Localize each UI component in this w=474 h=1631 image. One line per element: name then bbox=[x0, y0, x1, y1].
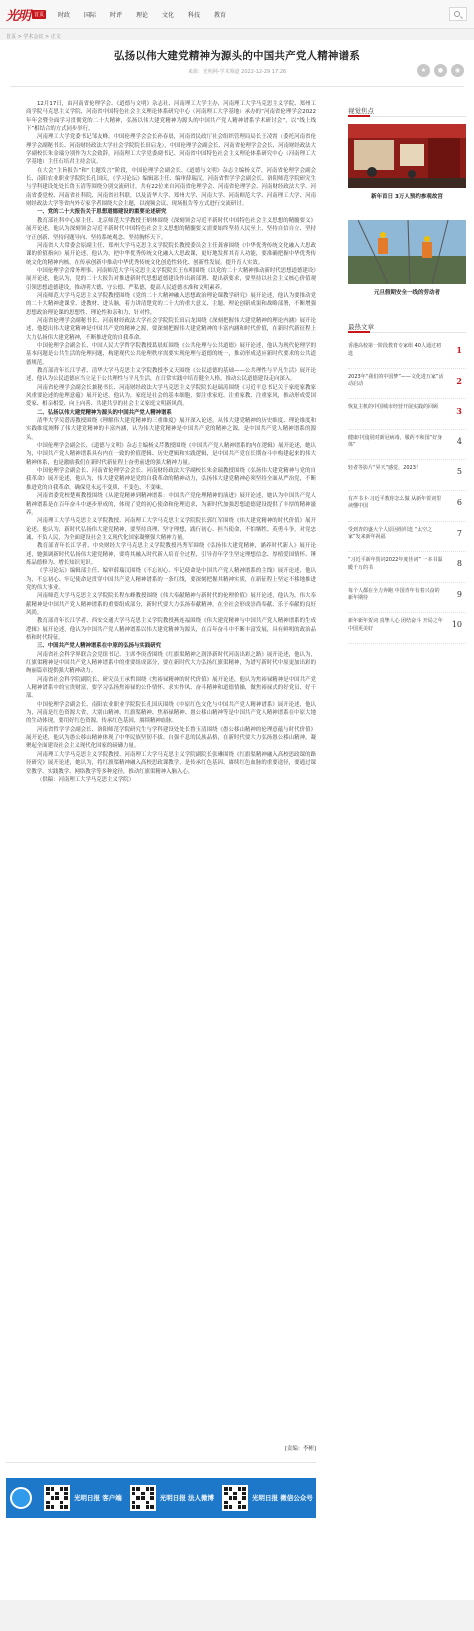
footer-divider bbox=[6, 1462, 316, 1463]
qr-code-icon bbox=[130, 1485, 156, 1511]
hot-list-item[interactable] bbox=[348, 430, 466, 461]
editor-credit: [责编：李彬] bbox=[284, 1446, 316, 1452]
banner-app-label: 光明日报 微信公众号 bbox=[252, 1493, 313, 1502]
hot-list-item[interactable] bbox=[348, 369, 466, 400]
logo-text: 光明 bbox=[6, 8, 31, 24]
hot-list-item[interactable] bbox=[348, 399, 466, 430]
article-paragraph: （供稿：河南理工大学马克思主义学院） bbox=[37, 776, 135, 783]
article-paragraph: 河南省人大常委会原副主任、郑州大学马克思主义学院院长教授委员会主任龚睿围绕《中华优秀传统文化融入大思政课的价值指向》展开论述，他认为，把中华优秀传统文化融入大思政课，更好地发挥其育人功能，要准确把握中华优秀传统文化的精神内核，在传承创新中推动中华优秀传统文化创造性转化、创新性发展，提升育人实效。 bbox=[26, 242, 316, 266]
hot-item-rank: 2 bbox=[456, 375, 462, 386]
share-weibo-icon[interactable]: ◉ bbox=[451, 64, 464, 77]
share-favorite-icon[interactable]: ★ bbox=[417, 64, 430, 77]
nav-item[interactable]: 时政 bbox=[58, 12, 71, 19]
article-paragraph: 河南理工大学党委书记邹友峰，中国伦理学会会长孙春晨，河南省民政厅社会组织管理局局长王凌霄（委托河南省伦理学会副秘书长、河南财经政法大学社会学院院长田启龙），中国伦理学会副会长、河南省伦理学会会长、河南财经政法大学副校长朱金瑞分别作为大会致辞。河南理工大学党委副书记、河南省中国特色社会主义理论体系研究中心（河南理工大学基地）主任石培君主持会议。 bbox=[26, 134, 316, 166]
qr-code-icon bbox=[222, 1485, 248, 1511]
hot-item-title[interactable]: 有声书卡·习近平教你怎么做 从新年贺词里读懂中国 bbox=[348, 495, 442, 510]
article-paragraph: 河南省委党校楚爽教授围绕《从建党精神到精神谱系：中国共产党伦理精神的演进》展开论述，她认为中国共产党人精神谱系是在百年奋斗中逐步形成的，体现了党的初心使命和伦理追求，为新时代加强思想道德建设提供了丰厚的精神滋养。 bbox=[26, 493, 316, 516]
nav-item[interactable]: 国际 bbox=[84, 12, 97, 19]
article-paragraph: 在大会“主旨报告”和“主题发言”阶段，中国伦理学会副会长、《道德与文明》杂志主编杨义芹，河南省伦理学会副会长、南阳农业职业学院院长孔国庆，《学习论坛》编辑部主任、编审薛瑞汉，河南省哲学学会副会长、洛阳师范学院研究生与学科建设处处长鲁玉清等围绕分别交流研讨。共有22位来自河南省伦理学会、河南省伦理学会、河南财经政法大学、河南省委党校、河南省社科院、河南省社科联，以及清华大学、郑州大学、河南大学、河南师范大学、河南理工大学、河南财经政法大学等省内外专家学者围绕大会主题，以视频会议、现场报告等方式进行交流研讨。 bbox=[26, 167, 316, 208]
article-body bbox=[26, 100, 316, 784]
article-paragraph: 河南师范大学马克思主义学院院长程东峰教授围绕《伟大奉献精神与新时代的伦理价值》展开论述，他认为，伟大奉献精神是中国共产党人精神谱系的重要组成部分，新时代要大力弘扬奉献精神，在全社会形成崇尚奉献、乐于奉献的良好风尚。 bbox=[26, 593, 316, 616]
main-nav bbox=[58, 10, 240, 19]
nav-item[interactable]: 科技 bbox=[188, 12, 201, 19]
top-bar bbox=[0, 0, 474, 29]
hot-item-rank: 9 bbox=[456, 589, 462, 599]
banner-app-item[interactable] bbox=[130, 1485, 214, 1511]
article-paragraph: 河南省哲学学会副会长、洛阳师范学院研究生与学科建设处处长鲁玉清围绕《愚公移山精神的伦理意蕴与时代价值》展开论述，他认为愚公移山精神体现了中华民族坚韧不拔、自强不息的民族品格，在新时代要大力弘扬愚公移山精神，凝聚起全面建设社会主义现代化国家的磅礴力量。 bbox=[26, 726, 316, 750]
article-paragraph: 《学习论坛》编辑部主任、编审薛瑞汉围绕《不忘初心、牢记使命是中国共产党人精神谱系的主线》展开论述，他认为，不忘初心、牢记使命是贯穿中国共产党人精神谱系的一条红线，要深刻把握其精神实质，在新征程上坚定不移地推进党的伟大事业。 bbox=[26, 568, 316, 591]
hot-heading: 最热文章 bbox=[348, 323, 374, 331]
hot-item-title[interactable]: 轻者等影片“昇天”感觉，2023！ bbox=[348, 465, 421, 472]
hot-item-title[interactable]: 2023年“我们的中国梦”——文化进万家”活动启动 bbox=[348, 373, 444, 388]
banner-app-item[interactable] bbox=[222, 1485, 313, 1511]
breadcrumb: 首页 > 学术会议 > 正文 bbox=[6, 34, 61, 40]
share-wechat-icon[interactable]: ● bbox=[434, 64, 447, 77]
article-paragraph: 教育部青年长江学者、西安交通大学马克思主义学院教授燕连福围绕《伟大建党精神与中国共产党人精神谱系的生成逻辑》展开论述，他认为中国共产党人精神谱系以伟大建党精神为源头，在百年奋斗中不断丰富发展，具有鲜明的政治品格和时代特征。 bbox=[26, 618, 316, 641]
hot-item-title[interactable]: 香港高校第一阶段教育专家组 40人通过初选 bbox=[348, 343, 441, 357]
banner-app-label: 光明日报 法人微博 bbox=[159, 1493, 215, 1502]
focus-photo-2[interactable] bbox=[348, 220, 466, 284]
article-paragraph: 中国伦理学会副会长、南阳农业职业学院院长孔国庆围绕《中原红色文化与中国共产党人精神谱系》展开论述，他认为，河南是红色资源大省，大别山精神、红旗渠精神、焦裕禄精神、愚公移山精神等是中国共产党人精神谱系在中原大地的生动体现，要用好红色资源，传承红色基因，赓续精神血脉。 bbox=[26, 701, 316, 725]
article-paragraph: 教育部社科中心原主任、北京师范大学教授王炳林围绕《深刻领会习近平新时代中国特色社会主义思想的精髓要义》展开论述，他认为深刻领会习近平新时代中国特色社会主义思想的精髓要义需要始终坚持人民至上、坚持自信自立、坚持守正创新、坚持问题导向、坚持系统观念、坚持胸怀天下。 bbox=[26, 217, 316, 241]
app-logo-icon bbox=[10, 1487, 32, 1509]
hot-list-item[interactable] bbox=[348, 522, 466, 553]
hot-list-item[interactable] bbox=[348, 583, 466, 614]
hot-item-rank: 4 bbox=[456, 436, 462, 446]
qr-code-icon bbox=[44, 1485, 70, 1511]
article-paragraph: 中国伦理学会副会长、《道德与文明》杂志主编杨义芹教授围绕《中国共产党人精神谱系的内在逻辑》展开论述，她认为，中国共产党人精神谱系具有内在一致的价值逻辑、历史逻辑和实践逻辑，是中国共产党在长期奋斗中构建起来的伟大精神体系，也是激励我们在新时代新征程上奋勇前进的强大精神力量。 bbox=[26, 443, 316, 466]
article-paragraph: 河南省伦理学会副秘书长、河南财经政法大学社会学院院长田启龙围绕《深刻把握伟大建党精神的理论内涵》展开论述，他提出伟大建党精神是中国共产党的精神之源，要深刻把握伟大建党精神的丰富内涵和时代价值，在新时代新征程上大力弘扬伟大建党精神，不断推进党的自我革命。 bbox=[26, 317, 316, 341]
share-buttons bbox=[417, 64, 464, 77]
section-heading: 二、弘扬以伟大建党精神为源头的中国共产党人精神谱系 bbox=[37, 409, 172, 416]
hot-item-rank: 8 bbox=[456, 559, 462, 569]
section-heading: 一、党的二十大报告关于思想道德建设的重要论述研究 bbox=[37, 209, 167, 216]
hot-list-item[interactable] bbox=[348, 613, 466, 644]
hot-item-title[interactable]: “习近平新年贺词2022年度佳词” 一本书温暖千万的书 bbox=[348, 557, 443, 571]
hot-item-title[interactable]: 新年新年贺词 真挚人心 团结奋斗 开局之年 中国更美好 bbox=[348, 618, 443, 632]
hot-heading-rule bbox=[348, 332, 466, 333]
hot-item-rank: 10 bbox=[451, 620, 462, 630]
hot-item-rank: 7 bbox=[456, 528, 462, 538]
hot-item-title[interactable]: 健康中国|别对新冠病毒，服药不和国“好身体” bbox=[348, 434, 443, 449]
article-paragraph: 河南省伦理学会副会长兼秘书长、河南财经政法大学马克思主义学院院长赵瑞涛围绕《习近平总书记关于家庭家教家风重要论述的伦理意蕴》展开论述，他认为，家庭是社会的基本细胞，要注重家庭、注重家教、注重家风，推动形成爱国爱家、相亲相爱、向上向善、共建共享的社会主义家庭文明新风尚。 bbox=[26, 384, 316, 408]
article-paragraph: 河南理工大学马克思主义学院教授、河南理工大学马克思主义学院副院长张琳围绕《红旗渠精神融入高校思政课的路径研究》展开论述，她认为，将红旗渠精神融入高校思政课教学，是传承红色基因、赓续红色血脉的重要途径，要通过课堂教学、实践教学、网络教学等多种途径，推动红旗渠精神入脑入心。 bbox=[26, 751, 316, 775]
article-title: 弘扬以伟大建党精神为源头的中国共产党人精神谱系 bbox=[113, 50, 361, 62]
hot-list-item[interactable] bbox=[348, 338, 466, 369]
app-download-banner bbox=[6, 1478, 316, 1518]
logo-home-tag[interactable]: 首页 bbox=[34, 11, 45, 18]
focus-photo-1[interactable] bbox=[348, 124, 466, 188]
banner-app-item[interactable] bbox=[44, 1485, 122, 1511]
nav-item[interactable]: 时评 bbox=[110, 12, 123, 19]
article-paragraph: 河南理工大学马克思主义学院教授、河南理工大学马克思主义学院院长郭红军围绕《伟大建党精神的时代价值》展开论述，他认为，新时代弘扬伟大建党精神，要坚持真理、坚守理想，践行初心、担当使命，不怕牺牲、英勇斗争，对党忠诚、不负人民，为全面建设社会主义现代化国家凝聚强大精神力量。 bbox=[26, 518, 316, 541]
article-meta: 来源：光明网-学术频道 2022-12-29 17:26 bbox=[187, 69, 287, 75]
article-paragraph: 中国伦理学会常务理事、河南师范大学马克思主义学院院长王东明围绕《以党的二十大精神推动新时代思想道德建设》展开论述，他认为，党的二十大报告对推进新时代思想道德建设作出新部署、提出新要求，要坚持以社会主义核心价值观引领思想道德建设，推动明大德、守公德、严私德，提高人民道德水准和文明素养。 bbox=[26, 267, 316, 291]
hot-item-rank: 1 bbox=[456, 345, 462, 355]
hot-item-title[interactable]: 受到青的盛大个人原因组织选 “太空之家”发来新年祝福 bbox=[348, 526, 433, 541]
title-divider bbox=[10, 86, 464, 87]
hot-item-rank: 3 bbox=[456, 406, 462, 417]
hot-list-item[interactable] bbox=[348, 491, 466, 522]
hot-item-rank: 5 bbox=[456, 467, 462, 477]
article-paragraph: 河南省社会科学院副院长、研究员王承哲围绕《焦裕禄精神的时代价值》展开论述，他认为焦裕禄精神是中国共产党人精神谱系中的宝贵财富，要学习弘扬焦裕禄的公仆情怀、求实作风、奋斗精神和道德情操，做焦裕禄式的好党员、好干部。 bbox=[26, 676, 316, 700]
hot-item-rank: 6 bbox=[456, 497, 462, 507]
hot-list-item[interactable] bbox=[348, 552, 466, 583]
article-paragraph: 教育部青年长江学者、清华大学马克思主义学院教授李义天围绕《公民道德的基础——公共理性与平凡生活》展开论述，他认为公民道德应当立足于公共理性与平凡生活，在日常实践中培育健全人格，推动公民道德建设走向深入。 bbox=[26, 368, 316, 383]
section-heading: 三、中国共产党人精神谱系在中原的弘扬与实践研究 bbox=[37, 643, 161, 650]
article-paragraph: 中国伦理学会副会长、中国人民大学哲学院教授葛晨虹围绕《公共伦理与公共道德》展开论述，他认为现代伦理学的基本问题是公共生活的伦理问题，构建现代公共伦理秩序需要实现伦理与道德的统一，推动形成适应新时代要求的公共道德规范。 bbox=[26, 342, 316, 366]
search-button[interactable] bbox=[449, 7, 467, 21]
focus-heading: 视觉焦点 bbox=[348, 107, 374, 115]
nav-item[interactable]: 教育 bbox=[214, 12, 227, 19]
banner-app-label: 光明日报 客户端 bbox=[74, 1493, 122, 1502]
article-paragraph: 清华大学吴潜涛教授围绕《理解伟大建党精神的三重维度》展开深入论述，从伟大建党精神的历史维度、理论维度和实践维度阐释了伟大建党精神的丰富内涵，认为伟大建党精神是中国共产党的精神之源，是中国共产党人精神谱系的源头。 bbox=[26, 418, 316, 441]
article-paragraph: 中国伦理学会副会长、河南省伦理学会会长、河南财经政法大学副校长朱金瑞教授围绕《弘扬伟大建党精神与党的自我革命》展开论述，他认为，伟大建党精神是党的自我革命的精神动力，弘扬伟大建党精神必须坚持全面从严治党，不断推进党的自我革命，确保党永远不变质、不变色、不变味。 bbox=[26, 468, 316, 491]
nav-item[interactable]: 文化 bbox=[162, 12, 175, 19]
focus-caption-2[interactable]: 元旦假期安全一线的劳动者 bbox=[373, 290, 440, 296]
hot-list bbox=[348, 338, 466, 644]
nav-item[interactable]: 理论 bbox=[136, 12, 149, 19]
article-paragraph: 教育部青年长江学者、中央财经大学马克思主义学院教授冯秀军围绕《弘扬伟大建党精神，涵养时代新人》展开论述，她强调新时代弘扬伟大建党精神，要将其融入时代新人培育全过程，引导青年学生坚定理想信念、厚植爱国情怀、锤炼品德修为、增长知识见识。 bbox=[26, 543, 316, 566]
focus-caption-1[interactable]: 新年首日 3万人预约参观故宫 bbox=[371, 194, 443, 200]
article-paragraph: 12月17日，由河南省伦理学会、《道德与文明》杂志社、河南理工大学主办，河南理工大学马克思主义学院、郑州工商学院马克思主义学院、河南省中国特色社会主义理论体系研究中心（河南理工大学基地）承办的“河南省伦理学会2022年年会暨全面学习贯彻党的二十大精神，弘扬以伟大建党精神为源头的中国共产党人精神谱系学术研讨会”，以“线上线下”相结合的方式同步举行。 bbox=[26, 101, 316, 133]
content-page bbox=[0, 40, 474, 1600]
hot-item-title[interactable]: 恢复主机的中国城市经营开展实践的回顾 bbox=[348, 404, 439, 411]
focus-heading-rule bbox=[348, 116, 466, 117]
article-paragraph: 河南师范大学马克思主义学院教授围绕《党的二十大精神融入思想政治理论课教学研究》展开论述，他认为要推动党的二十大精神进课堂、进教材、进头脑，着力讲清楚党的二十大的重大意义、主题、理论创新成果和战略部署，不断增强思想政治理论课的思想性、理论性和亲和力、针对性。 bbox=[26, 292, 316, 316]
article-paragraph: 河南省社会科学界联合会党组书记、主席李庚香围绕《红旗渠精神之润泽新时代河南出彩之路》展开论述，他认为，红旗渠精神是中国共产党人精神谱系中的重要组成部分，要在新时代大力弘扬红旗渠精神，为谱写新时代中原更加出彩的绚丽篇章提供强大精神动力。 bbox=[26, 651, 316, 675]
site-logo[interactable] bbox=[6, 5, 46, 23]
hot-list-item[interactable] bbox=[348, 460, 466, 491]
hot-item-title[interactable]: 每个人都在全力奔跑 中国青年有着兴奋的新年期待 bbox=[348, 587, 440, 602]
